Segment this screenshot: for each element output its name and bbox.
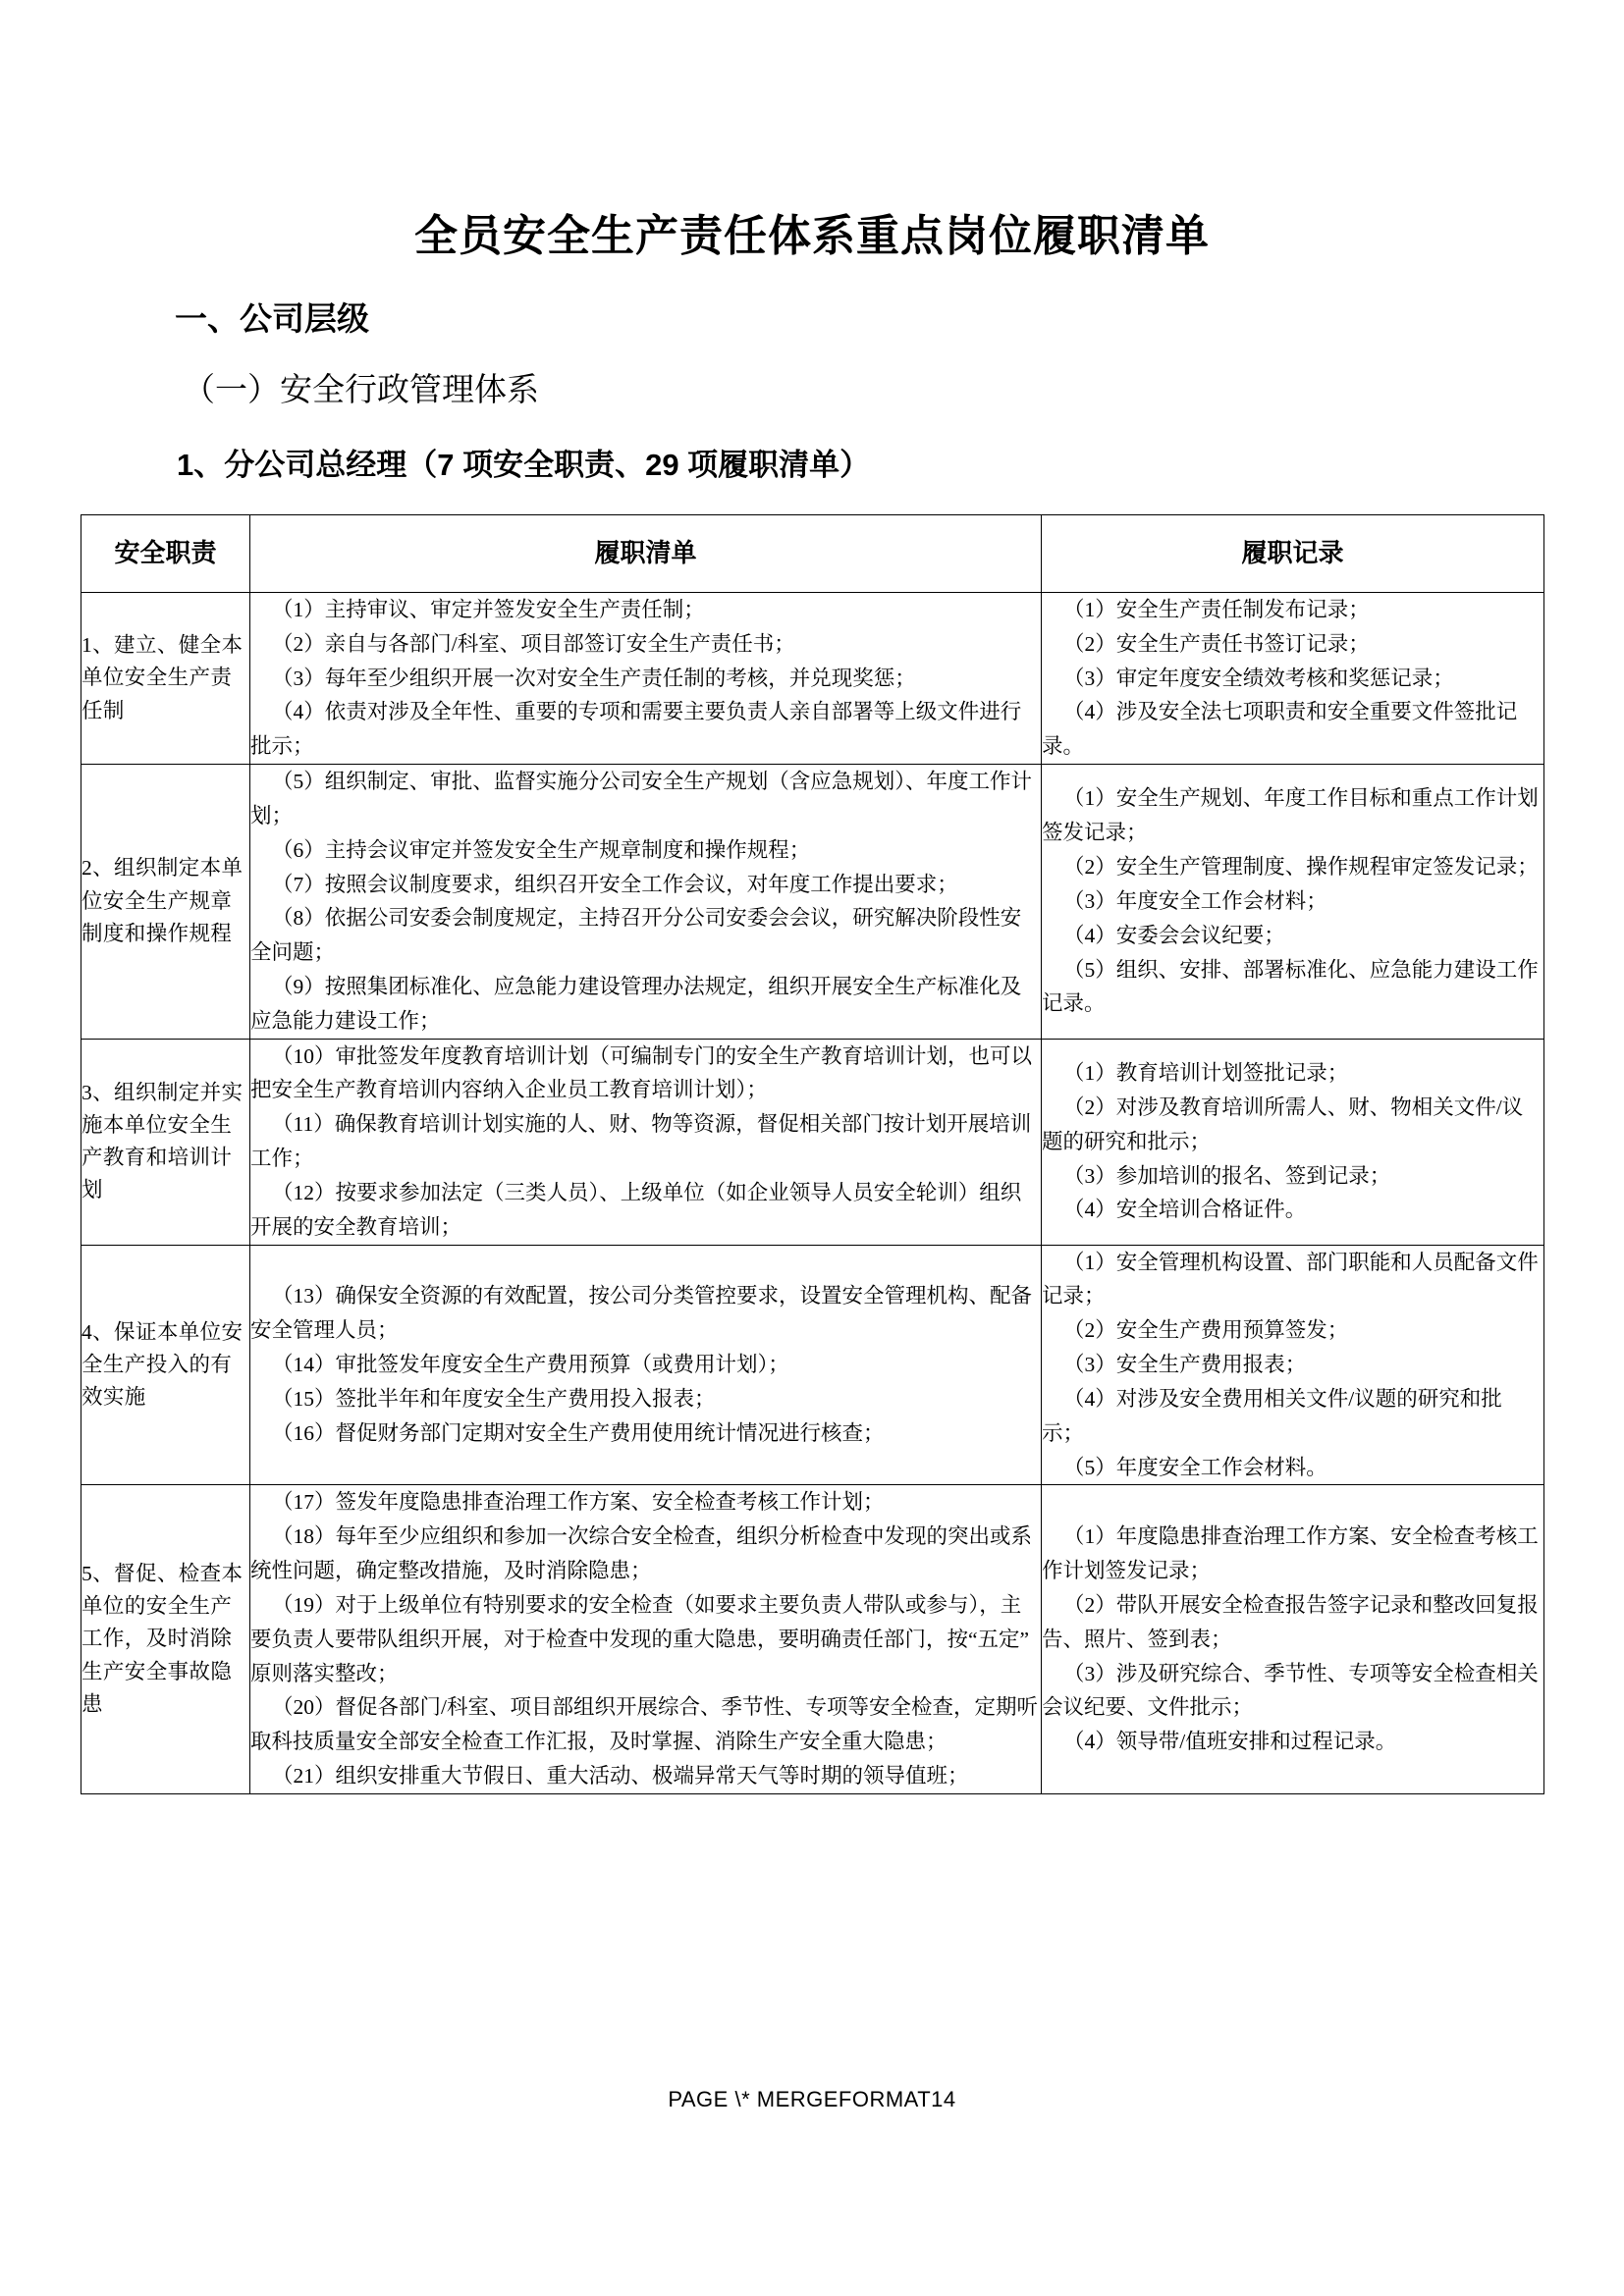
duty-text: 3、组织制定并实施本单位安全生产教育和培训计划	[81, 1080, 244, 1202]
duty-record-item: （2）安全生产费用预算签发；	[1063, 1318, 1349, 1343]
cell-duty	[81, 765, 250, 1040]
cell-duty	[81, 592, 250, 764]
duty-record-item: （1）年度隐患排查治理工作方案、安全检查考核工作计划签发记录；	[1042, 1524, 1539, 1583]
page-footer: PAGE \* MERGEFORMAT14	[668, 2087, 956, 2111]
duty-list-item: （5）组织制定、审批、监督实施分公司安全生产规划（含应急规划）、年度工作计划；	[250, 770, 1033, 828]
page-title: 全员安全生产责任体系重点岗位履职清单	[414, 212, 1210, 260]
column-header-record: 履职记录	[1042, 514, 1544, 592]
cell-duty-record	[1042, 592, 1544, 764]
duty-list-item: （6）主持会议审定并签发安全生产规章制度和操作规程；	[272, 837, 811, 862]
cell-duty	[81, 1485, 250, 1793]
duty-record-item: （3）审定年度安全绩效考核和奖惩记录；	[1063, 666, 1454, 690]
duty-record-item: （3）安全生产费用报表；	[1063, 1353, 1307, 1377]
cell-duty-list	[250, 1039, 1042, 1245]
table-row	[81, 1485, 1544, 1793]
duty-record-item: （1）安全生产责任制发布记录；	[1063, 597, 1370, 621]
duty-list-item: （3）每年至少组织开展一次对安全生产责任制的考核，并兑现奖惩；	[272, 666, 916, 690]
duty-record-item: （2）对涉及教育培训所需人、财、物相关文件/议题的研究和批示；	[1042, 1095, 1524, 1153]
duty-record-item: （1）教育培训计划签批记录；	[1063, 1061, 1349, 1086]
duty-list-item: （7）按照会议制度要求，组织召开安全工作会议，对年度工作提出要求；	[272, 872, 958, 896]
duty-record-item: （3）参加培训的报名、签到记录；	[1063, 1163, 1391, 1188]
duty-text: 5、督促、检查本单位的安全生产工作，及时消除生产安全事故隐患	[81, 1561, 244, 1717]
cell-duty-list	[250, 765, 1042, 1040]
table-row	[81, 1039, 1544, 1245]
duty-record-item: （2）安全生产责任书签订记录；	[1063, 631, 1370, 656]
duty-list-item: （9）按照集团标准化、应急能力建设管理办法规定，组织开展安全生产标准化及应急能力建设工作；	[250, 974, 1022, 1033]
duty-text: 4、保证本单位安全生产投入的有效实施	[81, 1319, 244, 1410]
duty-list-item: （13）确保安全资源的有效配置，按公司分类管控要求，设置安全管理机构、配备安全管理人员；	[250, 1284, 1033, 1343]
duty-table	[81, 514, 1544, 1794]
duty-record-item: （5）组织、安排、部署标准化、应急能力建设工作记录。	[1042, 957, 1539, 1016]
cell-duty	[81, 1245, 250, 1485]
duty-record-item: （2）带队开展安全检查报告签字记录和整改回复报告、照片、签到表；	[1042, 1592, 1539, 1651]
duty-list-item: （20）督促各部门/科室、项目部组织开展综合、季节性、专项等安全检查，定期听取科技质量安全部安全检查工作汇报，及时掌握、消除生产安全重大隐患；	[250, 1695, 1038, 1754]
cell-duty-record	[1042, 765, 1544, 1040]
cell-duty-list	[250, 592, 1042, 764]
heading-level-3: 1、分公司总经理（7 项安全职责、29 项履职清单）	[177, 447, 871, 482]
duty-record-item: （1）安全管理机构设置、部门职能和人员配备文件记录；	[1042, 1250, 1539, 1308]
duty-list-item: （19）对于上级单位有特别要求的安全检查（如要求主要负责人带队或参与），主要负责人要带队组织开展，对于检查中发现的重大隐患，要明确责任部门，按“五定”原则落实整改；	[250, 1592, 1030, 1685]
duty-record-item: （4）领导带/值班安排和过程记录。	[1063, 1730, 1397, 1754]
table-row	[81, 592, 1544, 764]
column-header-duty: 安全职责	[81, 514, 250, 592]
duty-record-item: （4）安委会会议纪要；	[1063, 923, 1285, 947]
duty-list-item: （16）督促财务部门定期对安全生产费用使用统计情况进行核查；	[272, 1420, 885, 1445]
duty-record-item: （3）涉及研究综合、季节性、专项等安全检查相关会议纪要、文件批示；	[1042, 1661, 1539, 1720]
table-header	[81, 514, 1544, 592]
table-row	[81, 1245, 1544, 1485]
duty-list-item: （21）组织安排重大节假日、重大活动、极端异常天气等时期的领导值班；	[272, 1764, 969, 1789]
duty-list-item: （1）主持审议、审定并签发安全生产责任制；	[272, 597, 705, 621]
duty-list-item: （14）审批签发年度安全生产费用预算（或费用计划）；	[272, 1353, 789, 1377]
duty-record-item: （4）安全培训合格证件。	[1063, 1198, 1307, 1222]
duty-list-item: （2）亲自与各部门/科室、项目部签订安全生产责任书；	[272, 631, 795, 656]
duty-list-item: （8）依据公司安委会制度规定，主持召开分公司安委会会议，研究解决阶段性安全问题；	[250, 906, 1022, 965]
table-header-row	[81, 514, 1544, 592]
cell-duty	[81, 1039, 250, 1245]
heading-level-2: （一）安全行政管理体系	[183, 372, 539, 408]
duty-record-item: （4）对涉及安全费用相关文件/议题的研究和批示；	[1042, 1386, 1502, 1445]
column-header-list: 履职清单	[250, 514, 1042, 592]
duty-record-item: （3）年度安全工作会材料；	[1063, 888, 1327, 913]
cell-duty-record	[1042, 1245, 1544, 1485]
duty-text: 2、组织制定本单位安全生产规章制度和操作规程	[81, 856, 244, 945]
duty-record-item: （2）安全生产管理制度、操作规程审定签发记录；	[1063, 855, 1539, 880]
cell-duty-record	[1042, 1039, 1544, 1245]
duty-list-item: （12）按要求参加法定（三类人员）、上级单位（如企业领导人员安全轮训）组织开展的安全教育培训；	[250, 1180, 1022, 1239]
cell-duty-list	[250, 1485, 1042, 1793]
duty-record-item: （1）安全生产规划、年度工作目标和重点工作计划签发记录；	[1042, 786, 1539, 845]
cell-duty-record	[1042, 1485, 1544, 1793]
table-row	[81, 765, 1544, 1040]
duty-list-item: （17）签发年度隐患排查治理工作方案、安全检查考核工作计划；	[272, 1490, 885, 1515]
duty-text: 1、建立、健全本单位安全生产责任制	[81, 632, 244, 722]
duty-record-item: （4）涉及安全法七项职责和安全重要文件签批记录。	[1042, 700, 1518, 759]
duty-list-item: （11）确保教育培训计划实施的人、财、物等资源，督促相关部门按计划开展培训工作；	[250, 1112, 1032, 1171]
duty-list-item: （15）签批半年和年度安全生产费用投入报表；	[272, 1386, 716, 1411]
duty-record-item: （5）年度安全工作会材料。	[1063, 1455, 1327, 1479]
duty-list-item: （10）审批签发年度教育培训计划（可编制专门的安全生产教育培训计划，也可以把安全生产教育培训内容纳入企业员工教育培训计划）；	[250, 1043, 1033, 1102]
duty-table-container	[0, 485, 1624, 1794]
heading-level-1: 一、公司层级	[175, 299, 369, 337]
duty-list-item: （4）依责对涉及全年性、重要的专项和需要主要负责人亲自部署等上级文件进行批示；	[250, 700, 1022, 759]
duty-list-item: （18）每年至少应组织和参加一次综合安全检查，组织分析检查中发现的突出或系统性问题，确定整改措施，及时消除隐患；	[250, 1524, 1033, 1583]
cell-duty-list	[250, 1245, 1042, 1485]
table-body	[81, 592, 1544, 1793]
